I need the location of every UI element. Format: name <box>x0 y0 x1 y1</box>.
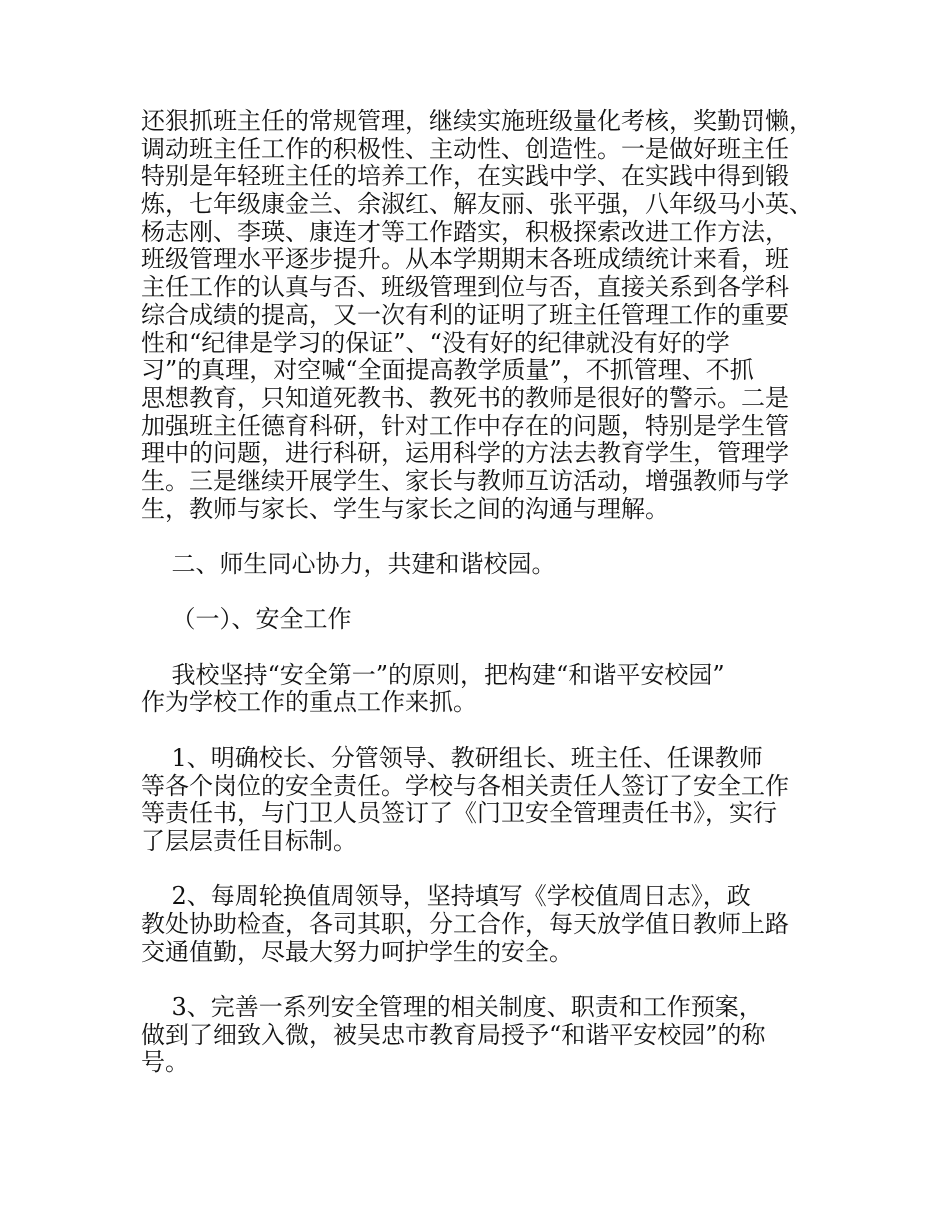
paragraph-item-2 <box>141 883 821 966</box>
text-line: 等责任书，与门卫人员签订了《门卫安全管理责任书》，实行 <box>141 799 777 828</box>
text-line: 2、每周轮换值周领导，坚持填写《学校值周日志》，政 <box>141 882 751 911</box>
text-line: 班级管理水平逐步提升。从本学期期末各班成绩统计来看，班 <box>141 245 789 274</box>
text-line: 思想教育，只知道死教书、教死书的教师是很好的警示。二是 <box>141 383 789 412</box>
paragraph-item-3 <box>141 994 821 1077</box>
text-line: 生。三是继续开展学生、家长与教师互访活动，增强教师与学 <box>141 466 789 495</box>
text-line: 作为学校工作的重点工作来抓。 <box>141 688 477 717</box>
text-line: 主任工作的认真与否、班级管理到位与否，直接关系到各学科 <box>141 273 789 302</box>
text-line: 加强班主任德育科研，针对工作中存在的问题，特别是学生管 <box>141 411 789 440</box>
text-line: 号。 <box>141 1048 189 1077</box>
text-line: 还狠抓班主任的常规管理，继续实施班级量化考核，奖勤罚懒， <box>141 107 813 135</box>
paragraph-item-1 <box>141 745 821 856</box>
text-line: 做到了细致入微，被吴忠市教育局授予“和谐平安校园”的称 <box>141 1020 766 1049</box>
text-line: 生，教师与家长、学生与家长之间的沟通与理解。 <box>141 494 669 523</box>
text-line: 1、明确校长、分管领导、教研组长、班主任、任课教师 <box>141 743 763 772</box>
paragraph-safety-principle <box>141 662 821 717</box>
text-line: 理中的问题，进行科研，运用科学的方法去教育学生，管理学 <box>141 439 789 468</box>
text-line: 杨志刚、李瑛、康连才等工作踏实，积极探索改进工作方法， <box>141 217 789 246</box>
text-line: 二、师生同心协力，共建和谐校园。 <box>141 550 556 578</box>
text-line: 性和“纪律是学习的保证”、“没有好的纪律就没有好的学 <box>141 328 730 357</box>
text-line: 习”的真理，对空喊“全面提高教学质量”，不抓管理、不抓 <box>141 356 754 385</box>
section-heading <box>141 551 821 579</box>
text-line: （一）、安全工作 <box>141 605 352 634</box>
text-line: 综合成绩的提高，又一次有利的证明了班主任管理工作的重要 <box>141 300 789 329</box>
paragraph-class-teacher-management <box>141 108 821 523</box>
document-body <box>141 108 821 1077</box>
text-line: 炼，七年级康金兰、余淑红、解友丽、张平强，八年级马小英、 <box>141 190 813 219</box>
text-line: 特别是年轻班主任的培养工作，在实践中学、在实践中得到锻 <box>141 162 789 191</box>
text-line: 教处协助检查，各司其职，分工合作，每天放学值日教师上路 <box>141 909 789 938</box>
text-line: 了层层责任目标制。 <box>141 826 357 855</box>
text-line: 调动班主任工作的积极性、主动性、创造性。一是做好班主任 <box>141 134 789 163</box>
text-line: 等各个岗位的安全责任。学校与各相关责任人签订了安全工作 <box>141 771 789 800</box>
text-line: 我校坚持“安全第一”的原则，把构建“和谐平安校园” <box>141 660 725 689</box>
text-line: 3、完善一系列安全管理的相关制度、职责和工作预案， <box>141 993 763 1021</box>
text-line: 交通值勤，尽最大努力呵护学生的安全。 <box>141 937 573 966</box>
subsection-heading <box>141 606 821 634</box>
